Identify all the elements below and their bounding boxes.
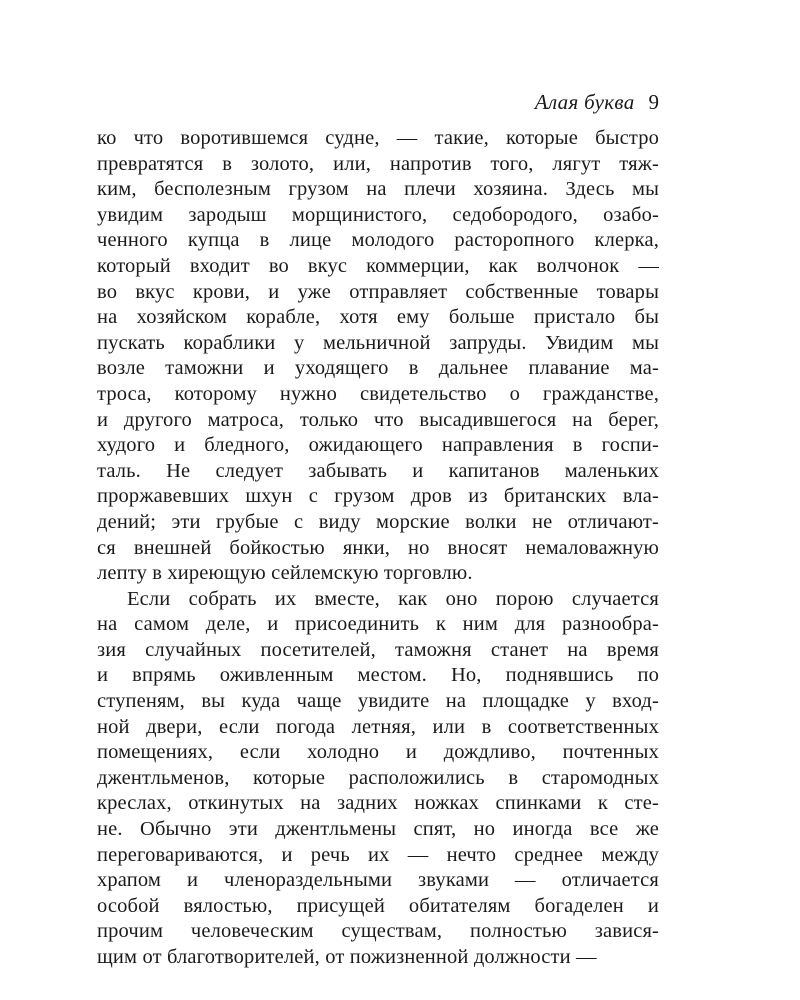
text-line: на самом деле, и присоединить к ним для разнообра- — [97, 613, 659, 636]
text-line: не. Обычно эти джентльмены спят, но иногда все же — [97, 818, 659, 841]
paragraph — [97, 587, 659, 971]
text-line: ко что воротившемся судне, — такие, которые быстро — [97, 127, 659, 149]
text-line: зия случайных посетителей, таможня станет на время — [97, 638, 659, 661]
running-title: Алая буква — [534, 90, 635, 114]
text-line: прочим человеческим существам, полностью завися- — [97, 920, 659, 943]
text-line: троса, которому нужно свидетельство о гражданстве, — [97, 382, 659, 405]
text-line: и другого матроса, только что высадившегося на берег, — [97, 408, 659, 431]
text-line: во вкус крови, и уже отправляет собственные товары — [97, 280, 659, 303]
text-line: на хозяйском корабле, хотя ему больше пристало бы — [97, 306, 659, 329]
text-line: ким, бесполезным грузом на плечи хозяина. Здесь мы — [97, 178, 659, 201]
text-line: превратятся в золото, или, напротив того, лягут тяж- — [97, 152, 659, 175]
text-line: худого и бледного, ожидающего направления в госпи- — [97, 434, 659, 457]
text-line: возле таможни и уходящего в дальнее плавание ма- — [97, 357, 659, 380]
paragraph — [97, 126, 659, 587]
text-line: ступеням, вы куда чаще увидите на площадке у вход- — [97, 690, 659, 713]
text-line: ченного купца в лице молодого расторопного клерка, — [97, 229, 659, 252]
text-line: джентльменов, которые расположились в старомодных — [97, 766, 659, 789]
text-line: проржавевших шхун с грузом дров из британских вла- — [97, 485, 659, 508]
text-line: пускать кораблики у мельничной запруды. Увидим мы — [97, 331, 659, 354]
running-head — [535, 88, 659, 116]
text-line: дений; эти грубые с виду морские волки не отличают- — [97, 510, 659, 533]
text-line: лепту в хиреющую сейлемскую торговлю. — [97, 562, 473, 585]
text-line: и впрямь оживленным местом. Но, поднявшись по — [97, 664, 659, 687]
text-line: ся внешней бойкостью янки, но вносят немаловажную — [97, 536, 659, 559]
text-line: таль. Не следует забывать и капитанов маленьких — [97, 459, 659, 482]
text-line: который входит во вкус коммерции, как волчонок — — [97, 254, 659, 277]
text-line: креслах, откинутых на задних ножках спинками к сте- — [97, 792, 659, 815]
text-line: переговариваются, и речь их — нечто среднее между — [97, 843, 659, 866]
text-line: ной двери, если погода летняя, или в соответственных — [97, 715, 659, 738]
text-line: увидим зародыш морщинистого, седобородого, озабо- — [97, 203, 659, 226]
body-text — [97, 126, 659, 971]
text-line: щим от благотворителей, от пожизненной должности — — [97, 946, 597, 968]
page-number: 9 — [648, 90, 659, 114]
text-line: Если собрать их вместе, как оно порою случается — [127, 587, 659, 610]
text-line: особой вялостью, присущей обитателям богаделен и — [97, 894, 659, 917]
text-line: помещениях, если холодно и дождливо, почтенных — [97, 741, 659, 764]
text-line: храпом и членораздельными звуками — отличается — [97, 869, 659, 892]
